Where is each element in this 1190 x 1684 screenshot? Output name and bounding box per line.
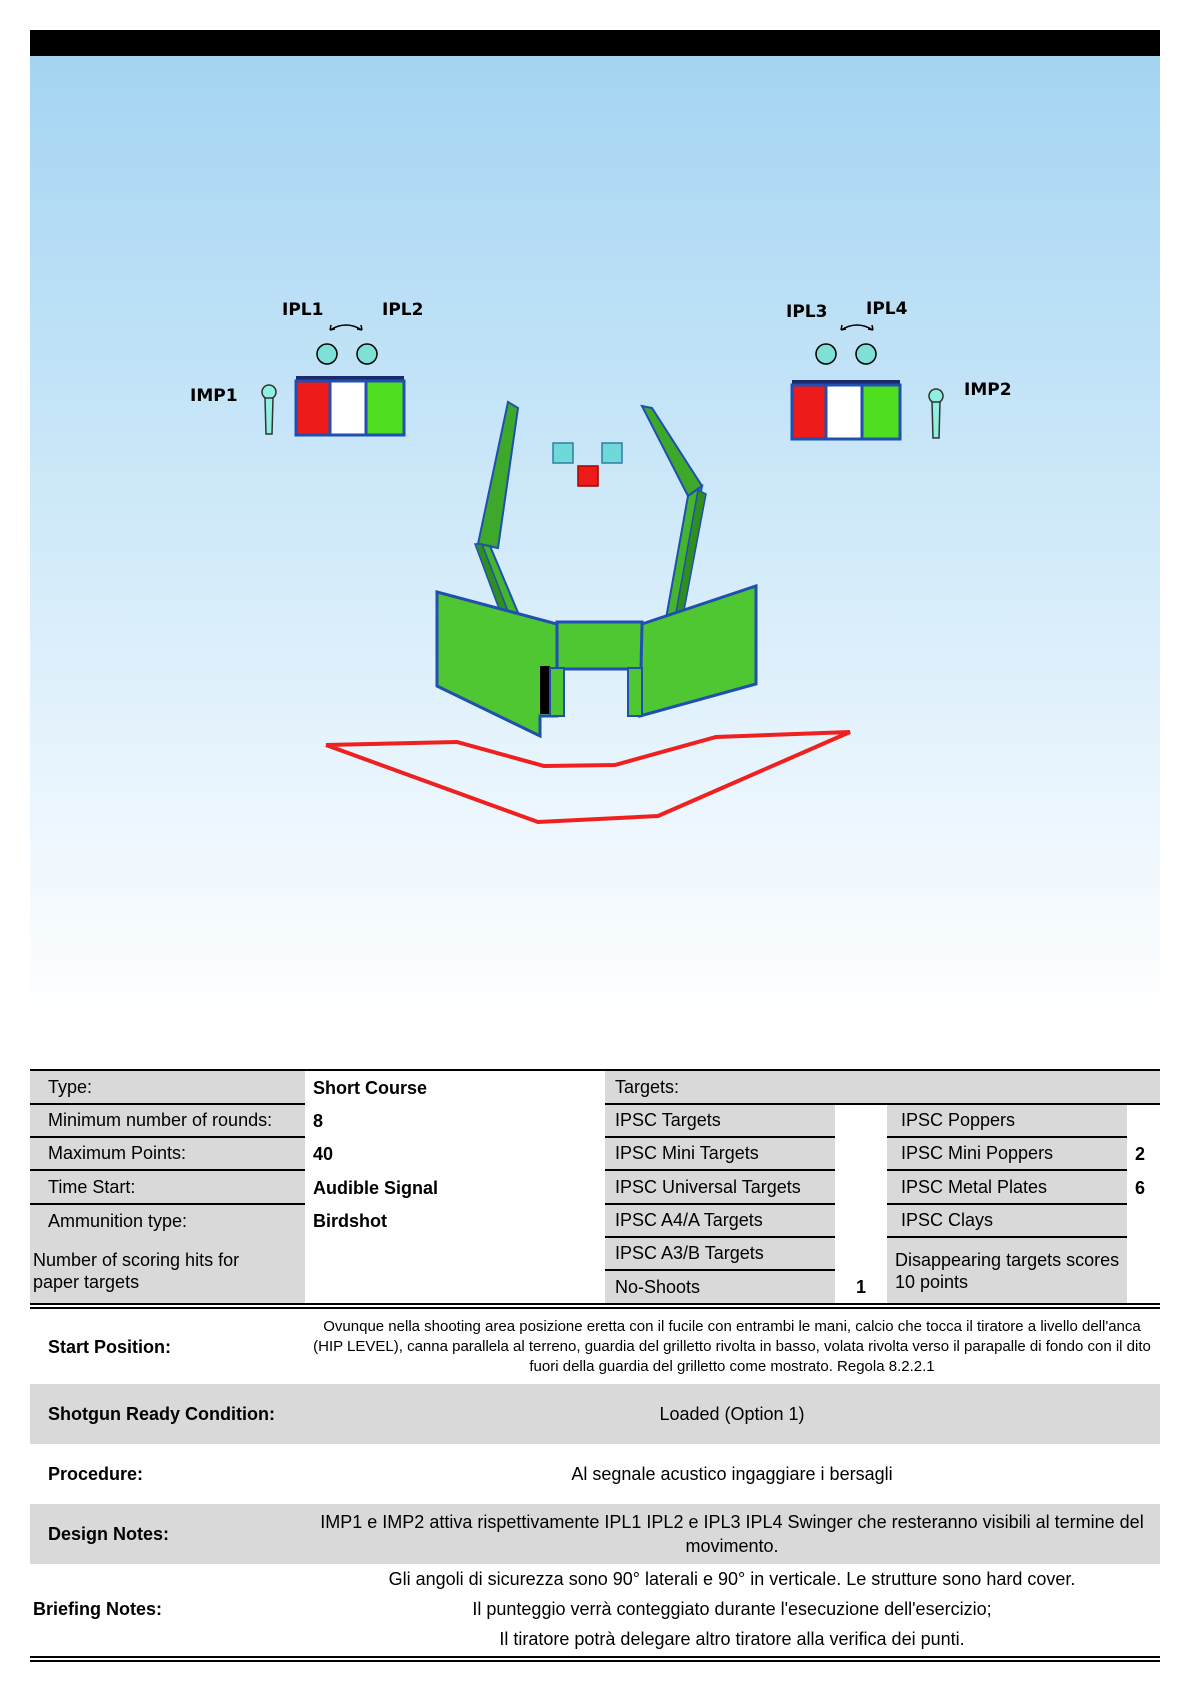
swinger-plate-ipl2 [357, 344, 377, 364]
disappearing-label: Disappearing targets scores 10 points [887, 1238, 1127, 1304]
scoring-hits-label: Number of scoring hits for paper targets [30, 1238, 305, 1304]
stage-info-table [30, 1071, 1160, 1307]
briefing-line: Il punteggio verrà conteggiato durante l'esecuzione dell'esercizio; [472, 1599, 992, 1619]
target-name: IPSC Universal Targets [605, 1171, 835, 1205]
label-imp1: IMP1 [190, 386, 238, 406]
label-ipl1: IPL1 [282, 300, 324, 320]
page-bottom-rule-2 [30, 1660, 1160, 1662]
table-bottom-rule [30, 1303, 1160, 1305]
target-count [1127, 1205, 1160, 1238]
page-bottom-rule [30, 1656, 1160, 1658]
ready-condition-value: Loaded (Option 1) [659, 1404, 805, 1424]
briefing-notes-label: Briefing Notes: [33, 1598, 163, 1619]
metal-plate [553, 443, 573, 463]
target-name: IPSC A4/A Targets [605, 1205, 835, 1238]
max-points-label: Maximum Points: [30, 1138, 305, 1171]
header-bar [30, 30, 1160, 56]
target-name: IPSC Targets [605, 1105, 835, 1138]
table-bottom-rule-2 [30, 1307, 1160, 1309]
fault-line [326, 732, 850, 822]
swing-arrow-icon-left [330, 325, 362, 330]
briefing-notes-row [30, 1564, 1160, 1654]
design-notes-label: Design Notes: [48, 1523, 170, 1544]
time-start-label: Time Start: [30, 1171, 305, 1205]
ready-condition-label: Shotgun Ready Condition: [48, 1403, 275, 1424]
label-ipl2: IPL2 [382, 300, 424, 320]
label-ipl4: IPL4 [866, 299, 908, 319]
targets-header: Targets: [605, 1071, 1160, 1105]
target-count [835, 1171, 887, 1205]
target-name: IPSC Mini Poppers [887, 1138, 1127, 1171]
briefing-line: Il tiratore potrà delegare altro tiratore alla verifica dei punti. [499, 1629, 965, 1649]
briefing-notes-value [310, 1564, 1160, 1654]
stage-drawing [30, 56, 1160, 1026]
target-count: 2 [1135, 1144, 1146, 1164]
target-count: 6 [1135, 1177, 1146, 1198]
min-rounds-label: Minimum number of rounds: [30, 1105, 305, 1138]
type-value: Short Course [313, 1077, 428, 1098]
label-ipl3: IPL3 [786, 302, 828, 322]
ammo-label: Ammunition type: [30, 1205, 305, 1238]
target-name: IPSC A3/B Targets [605, 1238, 835, 1271]
target-name: IPSC Mini Targets [605, 1138, 835, 1171]
procedure-row [30, 1444, 1160, 1504]
activator-box-left [296, 376, 404, 435]
start-position-label: Start Position: [48, 1336, 172, 1357]
target-count [835, 1205, 887, 1238]
target-count [835, 1138, 887, 1171]
label-imp2: IMP2 [964, 380, 1012, 400]
max-points-value: 40 [313, 1144, 334, 1164]
target-count [835, 1238, 887, 1271]
design-notes-value: IMP1 e IMP2 attiva rispettivamente IPL1 IPL2 e IPL3 IPL4 Swinger che resteranno visibili al termine del movimento. [320, 1512, 1144, 1556]
design-notes-row [30, 1504, 1160, 1564]
swinger-plate-ipl4 [856, 344, 876, 364]
type-label: Type: [30, 1071, 305, 1105]
start-position-value: Ovunque nella shooting area posizione eretta con il fucile con entrambi le mani, calcio che tocca il tiratore a livello dell'anca (HIP LEVEL), canna parallela al terreno, guardia del grilletto rivolta in basso, volata rivolta verso il parapalle di fondo con il dito fuori della guardia del grilletto come mostrato. Regola 8.2.2.1 [313, 1318, 1151, 1375]
mini-popper-imp1 [262, 385, 276, 434]
stage-diagram [30, 56, 1160, 1026]
ready-condition-row [30, 1384, 1160, 1444]
target-count [835, 1105, 887, 1138]
target-name: No-Shoots [605, 1271, 835, 1304]
min-rounds-value: 8 [313, 1111, 324, 1131]
swinger-plate-ipl3 [816, 344, 836, 364]
target-name: IPSC Poppers [887, 1105, 1127, 1138]
target-name: IPSC Metal Plates [887, 1171, 1127, 1205]
no-shoot-target [578, 466, 598, 486]
procedure-label: Procedure: [48, 1463, 144, 1484]
target-count [1127, 1105, 1160, 1138]
activator-box-right [792, 380, 900, 439]
swing-arrow-icon-right [841, 325, 873, 330]
metal-plate [602, 443, 622, 463]
barricade-front [437, 586, 756, 736]
swinger-plate-ipl1 [317, 344, 337, 364]
ammo-value: Birdshot [313, 1211, 387, 1231]
no-shoot-count: 1 [855, 1277, 866, 1297]
procedure-value: Al segnale acustico ingaggiare i bersagli [571, 1464, 893, 1484]
target-name: IPSC Clays [887, 1205, 1127, 1238]
mini-popper-imp2 [929, 389, 943, 438]
briefing-line: Gli angoli di sicurezza sono 90° laterali e 90° in verticale. Le strutture sono hard cover. [388, 1569, 1076, 1589]
start-position-row [30, 1310, 1160, 1384]
time-start-value: Audible Signal [313, 1177, 439, 1198]
